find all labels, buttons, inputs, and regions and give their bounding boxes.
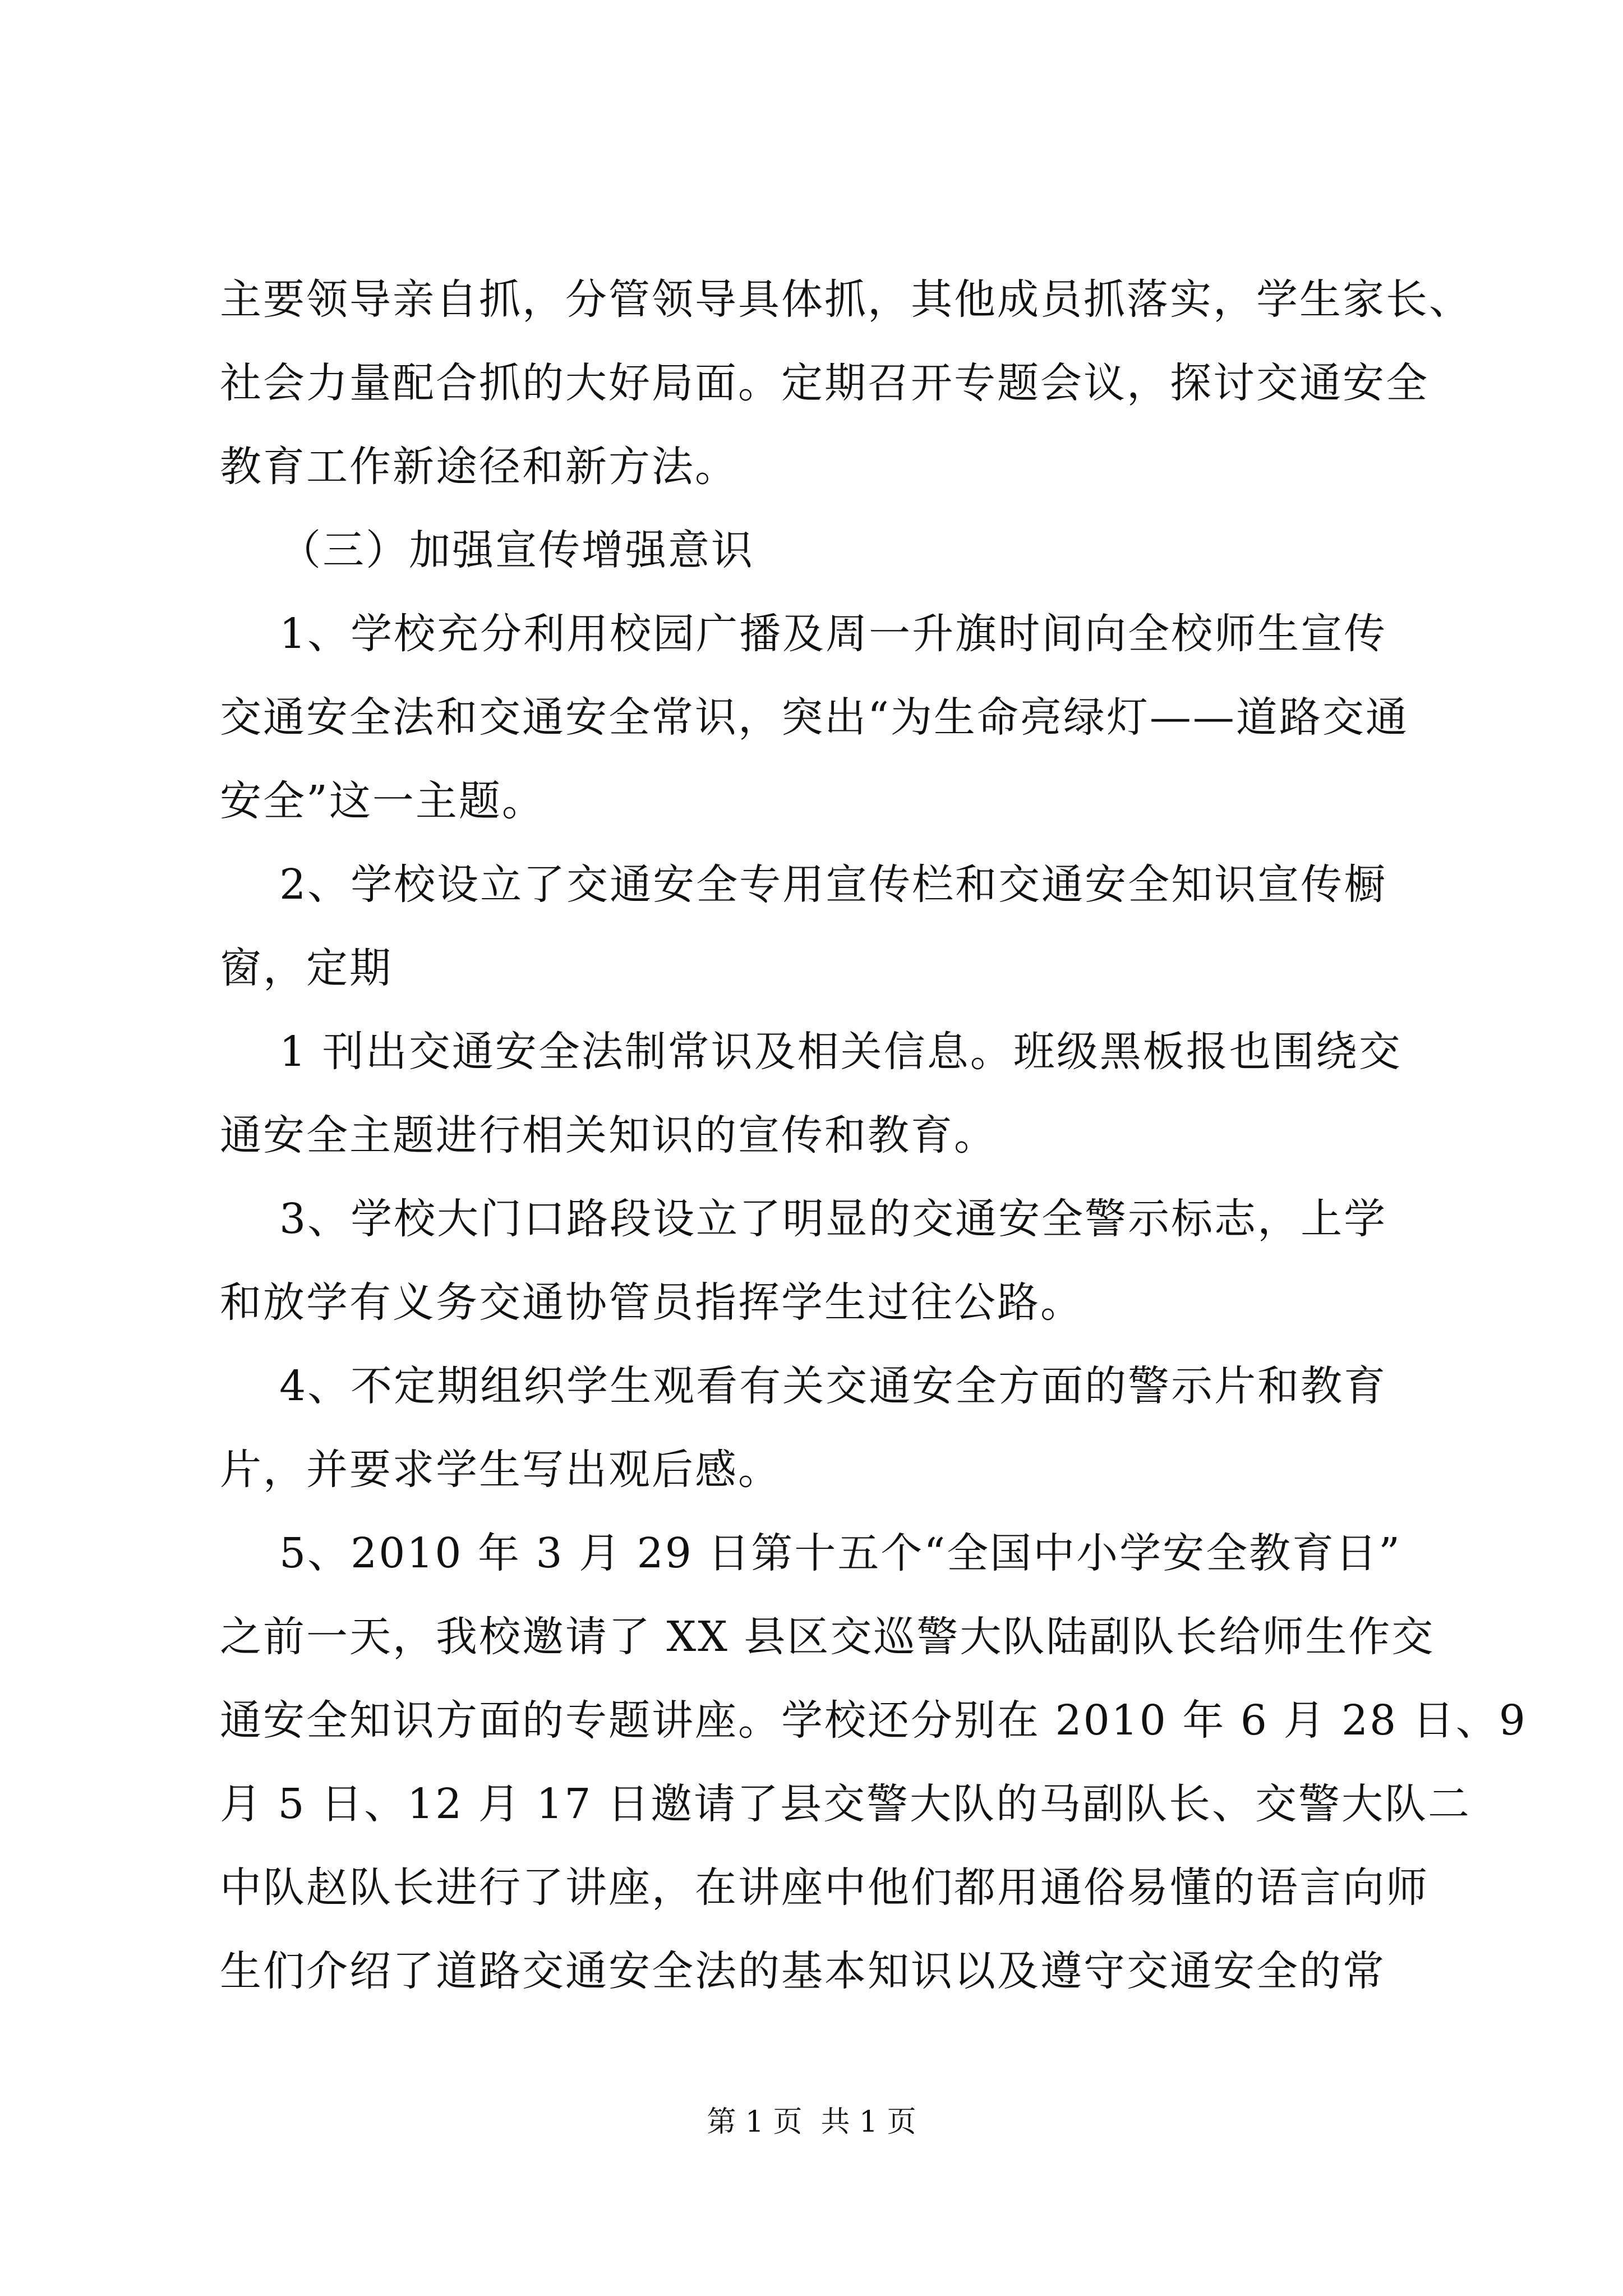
text-line: 之前一天，我校邀请了 XX 县区交巡警大队陆副队长给师生作交 (220, 1613, 1435, 1661)
text-line: 窗，定期 (220, 944, 393, 992)
document-body (220, 258, 1527, 2013)
text-line: 月 5 日、12 月 17 日邀请了县交警大队的马副队长、交警大队二 (220, 1780, 1472, 1828)
text-line: 和放学有义务交通协管员指挥学生过往公路。 (220, 1278, 1083, 1327)
text-line: 生们介绍了道路交通安全法的基本知识以及遵守交通安全的常 (220, 1947, 1386, 1995)
text-line: 通安全知识方面的专题讲座。学校还分别在 2010 年 6 月 28 日、9 (220, 1696, 1527, 1745)
text-line: 4、不定期组织学生观看有关交通安全方面的警示片和教育 (220, 1362, 1387, 1410)
text-line: 1 刊出交通安全法制常识及相关信息。班级黑板报也围绕交 (220, 1028, 1402, 1076)
text-line: 片，并要求学生写出观后感。 (220, 1446, 781, 1494)
text-line: 1、学校充分利用校园广播及周一升旗时间向全校师生宣传 (220, 610, 1387, 658)
text-line: 主要领导亲自抓，分管领导具体抓，其他成员抓落实，学生家长、 (220, 275, 1472, 324)
section-heading: （三）加强宣传增强意识 (220, 526, 755, 574)
text-line: 3、学校大门口路段设立了明显的交通安全警示标志，上学 (220, 1195, 1387, 1243)
text-line: 5、2010 年 3 月 29 日第十五个“全国中小学安全教育日” (220, 1529, 1402, 1577)
text-line: 中队赵队长进行了讲座，在讲座中他们都用通俗易懂的语言向师 (220, 1864, 1429, 1912)
text-line: 交通安全法和交通安全常识，突出“为生命亮绿灯——道路交通 (220, 693, 1409, 742)
text-line: 社会力量配合抓的大好局面。定期召开专题会议，探讨交通安全 (220, 359, 1429, 407)
text-line: 2、学校设立了交通安全专用宣传栏和交通安全知识宣传橱 (220, 861, 1387, 909)
text-line: 安全”这一主题。 (220, 777, 545, 825)
text-line: 教育工作新途径和新方法。 (220, 443, 738, 491)
page-footer: 第 1 页 共 1 页 (707, 2105, 916, 2139)
text-line: 通安全主题进行相关知识的宣传和教育。 (220, 1111, 997, 1159)
